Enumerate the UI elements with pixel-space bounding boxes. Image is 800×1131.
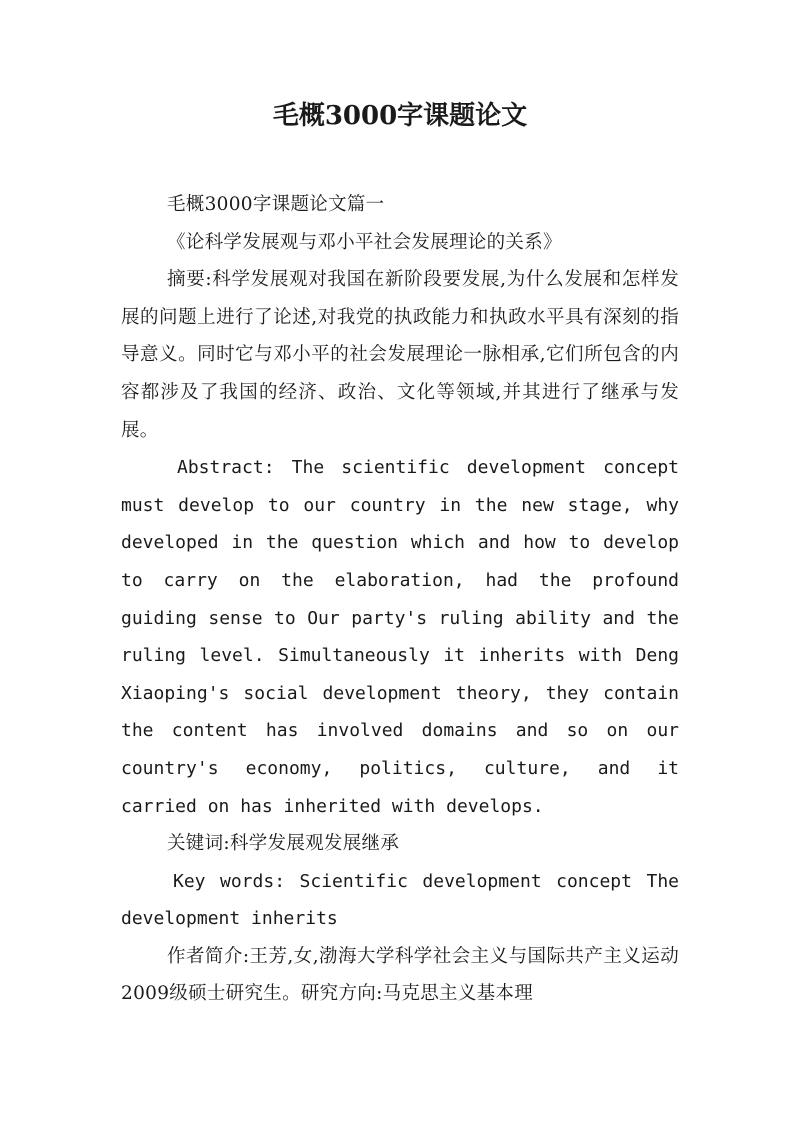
section-heading: 毛概3000字课题论文篇一	[167, 194, 385, 215]
paper-title: 《论科学发展观与邓小平社会发展理论的关系》	[167, 231, 562, 253]
keywords-english: Key words: Scientific development concept The development inherits	[121, 870, 679, 930]
abstract-chinese: 摘要:科学发展观对我国在新阶段要发展,为什么发展和怎样发展的问题上进行了论述,对我党的执政能力和执政水平具有深刻的指导意义。同时它与邓小平的社会发展理论一脉相承,它们所包含的内容都涉及了我国的经济、政治、文化等领域,并其进行了继承与发展。	[121, 269, 679, 441]
document-title: 毛概3000字课题论文	[272, 101, 528, 131]
document-body	[121, 186, 679, 1013]
abstract-english: Abstract: The scientific development concept must develop to our country in the new stage, why developed in the question which and how to develop to carry on the elaboration, had the profound guiding sense to Our party's ruling ability and the ruling level. Simultaneously it inherits with Deng Xiaoping's social development theory, they contain the content has involved domains and so on our country's economy, politics, culture, and it carried on has inherited with develops.	[121, 457, 679, 817]
author-bio: 作者简介:王芳,女,渤海大学科学社会主义与国际共产主义运动2009级硕士研究生。研究方向:马克思主义基本理	[121, 945, 679, 1005]
keywords-chinese: 关键词:科学发展观发展继承	[167, 833, 400, 855]
